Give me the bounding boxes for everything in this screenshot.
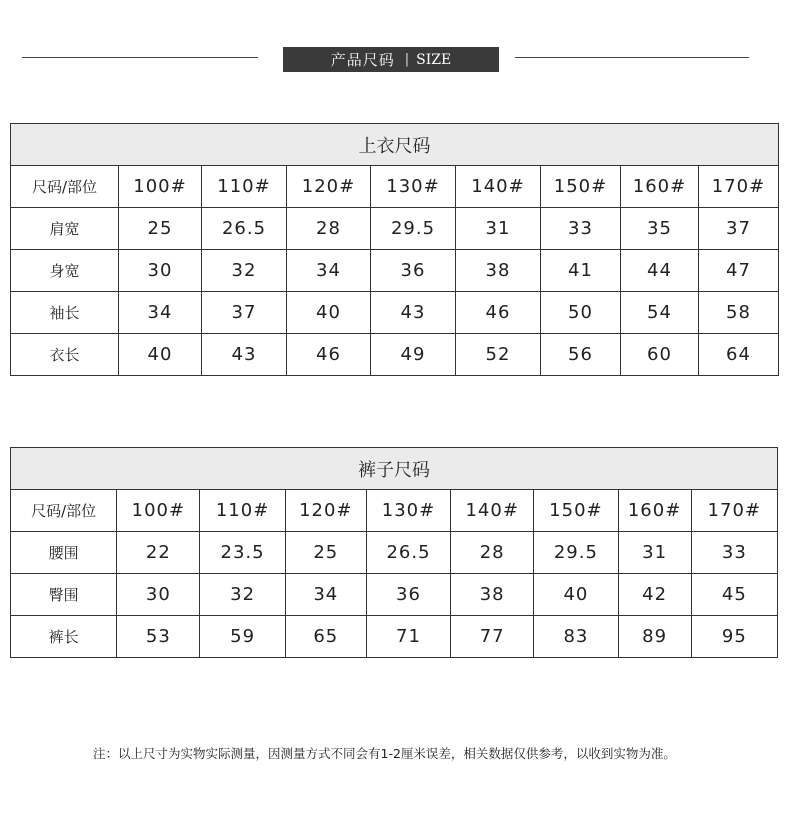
value-cell: 34 bbox=[287, 250, 371, 292]
size-header-cell: 130# bbox=[366, 490, 450, 532]
row-label: 肩宽 bbox=[11, 208, 119, 250]
row-label: 裤长 bbox=[11, 616, 117, 658]
value-cell: 32 bbox=[202, 250, 287, 292]
size-header-cell: 110# bbox=[202, 166, 287, 208]
value-cell: 33 bbox=[541, 208, 621, 250]
table-row bbox=[11, 574, 778, 616]
value-cell: 32 bbox=[200, 574, 285, 616]
row-label: 衣长 bbox=[11, 334, 119, 376]
value-cell: 42 bbox=[618, 574, 691, 616]
value-cell: 34 bbox=[285, 574, 366, 616]
value-cell: 95 bbox=[691, 616, 777, 658]
value-cell: 28 bbox=[287, 208, 371, 250]
value-cell: 50 bbox=[541, 292, 621, 334]
value-cell: 60 bbox=[621, 334, 699, 376]
size-header-cell: 160# bbox=[621, 166, 699, 208]
value-cell: 43 bbox=[371, 292, 456, 334]
value-cell: 47 bbox=[699, 250, 779, 292]
row-label: 身宽 bbox=[11, 250, 119, 292]
size-header-cell: 110# bbox=[200, 490, 285, 532]
table-row bbox=[11, 292, 779, 334]
value-cell: 29.5 bbox=[534, 532, 618, 574]
value-cell: 38 bbox=[456, 250, 541, 292]
table-row bbox=[11, 334, 779, 376]
banner-title-cn: 产品尺码 bbox=[330, 51, 395, 69]
value-cell: 36 bbox=[371, 250, 456, 292]
size-header-cell: 100# bbox=[119, 166, 202, 208]
size-header-cell: 140# bbox=[456, 166, 541, 208]
value-cell: 25 bbox=[119, 208, 202, 250]
value-cell: 64 bbox=[699, 334, 779, 376]
value-cell: 53 bbox=[117, 616, 200, 658]
value-cell: 44 bbox=[621, 250, 699, 292]
size-header-cell: 150# bbox=[541, 166, 621, 208]
value-cell: 56 bbox=[541, 334, 621, 376]
value-cell: 54 bbox=[621, 292, 699, 334]
size-header-cell: 160# bbox=[618, 490, 691, 532]
tops-table-title: 上衣尺码 bbox=[11, 124, 779, 166]
size-header-cell: 170# bbox=[691, 490, 777, 532]
size-header-cell: 130# bbox=[371, 166, 456, 208]
value-cell: 89 bbox=[618, 616, 691, 658]
value-cell: 25 bbox=[285, 532, 366, 574]
tops-corner-cell: 尺码/部位 bbox=[11, 166, 119, 208]
row-label: 腰围 bbox=[11, 532, 117, 574]
value-cell: 65 bbox=[285, 616, 366, 658]
value-cell: 43 bbox=[202, 334, 287, 376]
value-cell: 59 bbox=[200, 616, 285, 658]
value-cell: 46 bbox=[287, 334, 371, 376]
size-header-cell: 120# bbox=[285, 490, 366, 532]
value-cell: 40 bbox=[534, 574, 618, 616]
value-cell: 33 bbox=[691, 532, 777, 574]
value-cell: 45 bbox=[691, 574, 777, 616]
value-cell: 49 bbox=[371, 334, 456, 376]
value-cell: 22 bbox=[117, 532, 200, 574]
value-cell: 36 bbox=[366, 574, 450, 616]
size-header-cell: 140# bbox=[451, 490, 534, 532]
banner-separator: | bbox=[404, 52, 411, 67]
header-rule-left bbox=[22, 57, 258, 58]
bottoms-table-title: 裤子尺码 bbox=[11, 448, 778, 490]
value-cell: 40 bbox=[119, 334, 202, 376]
value-cell: 77 bbox=[451, 616, 534, 658]
table-row bbox=[11, 208, 779, 250]
value-cell: 28 bbox=[451, 532, 534, 574]
value-cell: 26.5 bbox=[202, 208, 287, 250]
value-cell: 71 bbox=[366, 616, 450, 658]
table-row bbox=[11, 532, 778, 574]
measurement-note: 注：以上尺寸为实物实际测量，因测量方式不同会有1-2厘米误差，相关数据仅供参考，以收到实物为准。 bbox=[93, 746, 676, 761]
value-cell: 23.5 bbox=[200, 532, 285, 574]
size-header-cell: 170# bbox=[699, 166, 779, 208]
size-header-cell: 120# bbox=[287, 166, 371, 208]
bottoms-header-row bbox=[11, 490, 778, 532]
value-cell: 46 bbox=[456, 292, 541, 334]
value-cell: 58 bbox=[699, 292, 779, 334]
value-cell: 37 bbox=[699, 208, 779, 250]
header-rule-right bbox=[515, 57, 749, 58]
tops-header-row bbox=[11, 166, 779, 208]
table-row bbox=[11, 616, 778, 658]
row-label: 臀围 bbox=[11, 574, 117, 616]
value-cell: 35 bbox=[621, 208, 699, 250]
value-cell: 30 bbox=[119, 250, 202, 292]
value-cell: 37 bbox=[202, 292, 287, 334]
tops-size-table bbox=[10, 123, 779, 376]
value-cell: 31 bbox=[618, 532, 691, 574]
value-cell: 41 bbox=[541, 250, 621, 292]
table-row bbox=[11, 250, 779, 292]
size-header-cell: 100# bbox=[117, 490, 200, 532]
value-cell: 31 bbox=[456, 208, 541, 250]
value-cell: 83 bbox=[534, 616, 618, 658]
row-label: 袖长 bbox=[11, 292, 119, 334]
value-cell: 30 bbox=[117, 574, 200, 616]
value-cell: 40 bbox=[287, 292, 371, 334]
value-cell: 38 bbox=[451, 574, 534, 616]
size-header-cell: 150# bbox=[534, 490, 618, 532]
value-cell: 26.5 bbox=[366, 532, 450, 574]
bottoms-corner-cell: 尺码/部位 bbox=[11, 490, 117, 532]
value-cell: 34 bbox=[119, 292, 202, 334]
banner-title-en: SIZE bbox=[416, 51, 452, 68]
bottoms-size-table bbox=[10, 447, 778, 658]
value-cell: 52 bbox=[456, 334, 541, 376]
value-cell: 29.5 bbox=[371, 208, 456, 250]
section-banner bbox=[283, 47, 499, 72]
